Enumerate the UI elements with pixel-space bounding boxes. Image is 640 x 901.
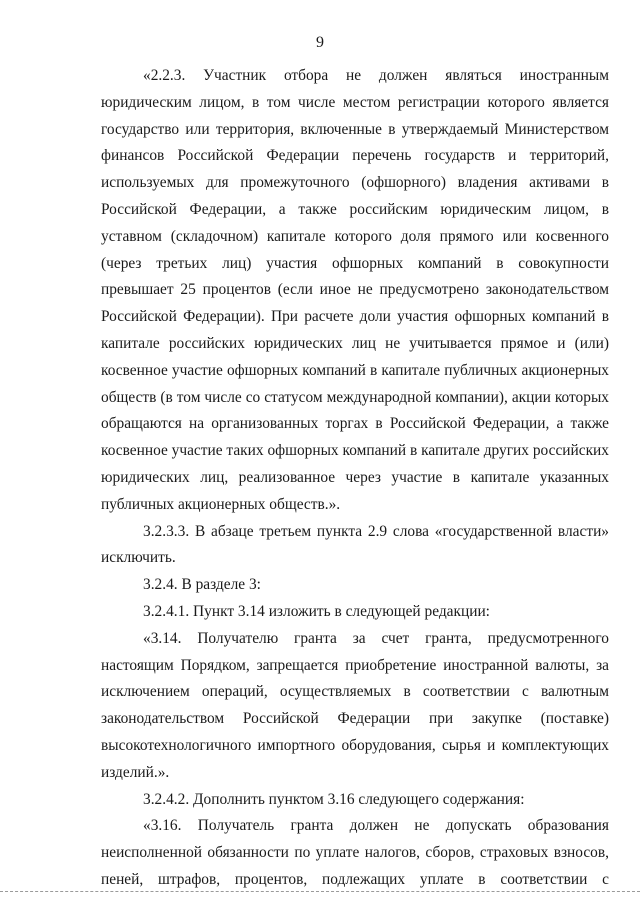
paragraph-3-14: «3.14. Получателю гранта за счет гранта, предусмотренного настоящим Порядком, запрещается приобретение иностранной валюты, за исключением операций, осуществляемых в соответствии с валютным законодательством Российской Федерации при закупке (поставке) высокотехнологичного импортного оборудования, сырья и комплектующих изделий.». — [101, 629, 609, 781]
paragraph-3-2-4-1: 3.2.4.1. Пункт 3.14 изложить в следующей редакции: — [143, 602, 490, 620]
paragraph-2-2-3: «2.2.3. Участник отбора не должен являться иностранным юридическим лицом, в том числе местом регистрации которого является государство или территория, включенные в утверждаемый Министерством финансов Российской Федерации перечень государств и территорий, используемых для промежуточного (офшорного) владения активами в Российской Федерации, а также российским юридическим лицом, в уставном (складочном) капитале которого доля прямого или косвенного (через третьих лиц) участия офшорных компаний в совокупности превышает 25 процентов (если иное не предусмотрено законодательством Российской Федерации). При расчете доли участия офшорных компаний в капитале российских юридических лиц не учитывается прямое и (или) косвенное участие офшорных компаний в капитале публичных акционерных обществ (в том числе со статусом международной компании), акции которых обращаются на организованных торгах в Российской Федерации, а также косвенное участие таких офшорных компаний в капитале других российских юридических лиц, реализованное через участие в капитале указанных публичных акционерных обществ.». — [101, 67, 609, 513]
document-body — [101, 63, 609, 894]
paragraph-3-16: «3.16. Получатель гранта должен не допускать образования неисполненной обязанности по уплате налогов, сборов, страховых взносов, пеней, штрафов, процентов, подлежащих уплате в соответствии с — [101, 817, 609, 888]
paragraph-3-2-3-3: 3.2.3.3. В абзаце третьем пункта 2.9 слова «государственной власти» исключить. — [101, 522, 609, 567]
page-bottom-edge — [0, 891, 640, 892]
page-number: 9 — [316, 34, 324, 51]
paragraph-3-2-4: 3.2.4. В разделе 3: — [143, 576, 261, 594]
paragraph-3-2-4-2: 3.2.4.2. Дополнить пунктом 3.16 следующего содержания: — [143, 790, 525, 808]
